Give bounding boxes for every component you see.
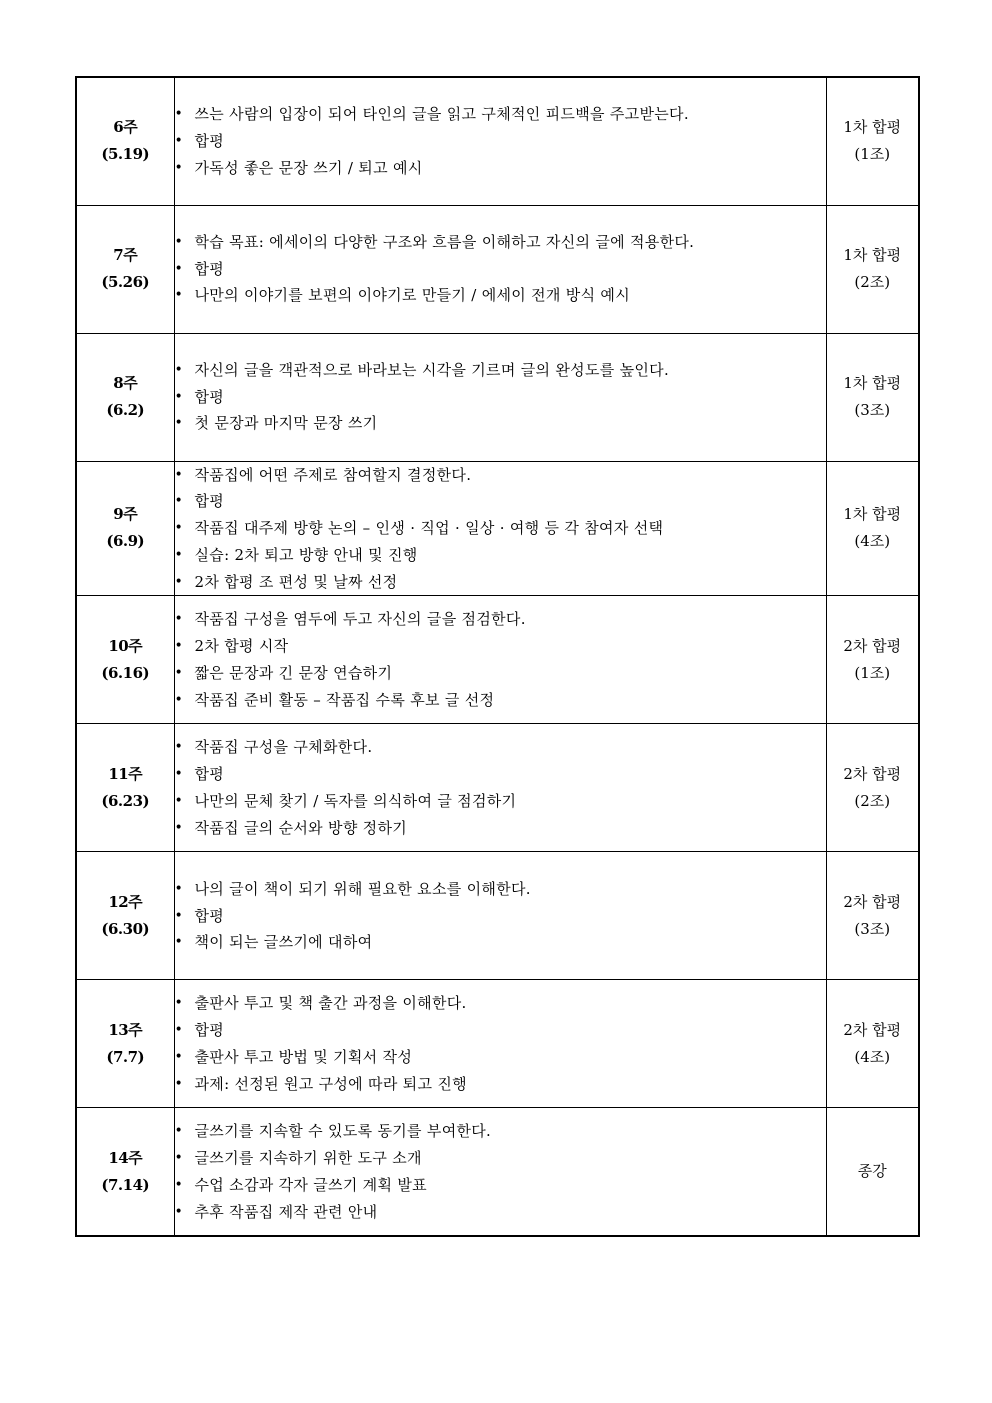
bullet-icon: • xyxy=(174,415,184,432)
bullet-icon: • xyxy=(174,493,184,510)
table-row xyxy=(76,77,919,205)
list-item xyxy=(175,282,826,309)
note-group: (3조) xyxy=(854,919,891,938)
bullet-icon: • xyxy=(174,466,184,483)
note-cell xyxy=(826,596,919,724)
list-item xyxy=(175,569,826,596)
item-text: 자신의 글을 객관적으로 바라보는 시각을 기르며 글의 완성도를 높인다. xyxy=(194,360,670,379)
table-row xyxy=(76,1108,919,1236)
item-text: 글쓰기를 지속하기 위한 도구 소개 xyxy=(194,1148,422,1167)
content-cell xyxy=(174,724,826,852)
item-text: 2차 합평 조 편성 및 날짜 선정 xyxy=(194,572,398,591)
week-cell xyxy=(76,77,174,205)
item-text: 작품집 구성을 염두에 두고 자신의 글을 점검한다. xyxy=(194,610,526,629)
note-cell xyxy=(826,205,919,333)
list-item xyxy=(175,488,826,515)
item-text: 작품집 대주제 방향 논의 – 인생 · 직업 · 일상 · 여행 등 각 참여자 선택 xyxy=(194,519,664,538)
item-text: 합평 xyxy=(194,259,225,278)
content-list xyxy=(175,229,826,309)
week-cell xyxy=(76,596,174,724)
item-text: 첫 문장과 마지막 문장 쓰기 xyxy=(194,414,378,433)
note-cell xyxy=(826,77,919,205)
week-label: 9주 xyxy=(113,505,138,524)
list-item xyxy=(175,761,826,788)
week-date: (6.30) xyxy=(101,919,150,938)
item-text: 글쓰기를 지속할 수 있도록 동기를 부여한다. xyxy=(194,1122,492,1141)
table-row xyxy=(76,852,919,980)
bullet-icon: • xyxy=(174,260,184,277)
note-group: (4조) xyxy=(854,532,891,551)
week-cell xyxy=(76,724,174,852)
week-cell xyxy=(76,461,174,596)
item-text: 출판사 투고 및 책 출간 과정을 이해한다. xyxy=(194,994,467,1013)
bullet-icon: • xyxy=(174,664,184,681)
week-date: (6.23) xyxy=(101,791,150,810)
content-cell xyxy=(174,461,826,596)
item-text: 나만의 문체 찾기 / 독자를 의식하여 글 점검하기 xyxy=(194,791,517,810)
item-text: 책이 되는 글쓰기에 대하여 xyxy=(194,933,373,952)
bullet-icon: • xyxy=(174,638,184,655)
bullet-icon: • xyxy=(174,1022,184,1039)
table-row xyxy=(76,596,919,724)
note-group: (1조) xyxy=(854,145,891,164)
content-list xyxy=(175,734,826,841)
content-list xyxy=(175,1118,826,1225)
note-type: 2차 합평 xyxy=(843,1020,902,1039)
item-text: 합평 xyxy=(194,387,225,406)
table-row xyxy=(76,461,919,596)
bullet-icon: • xyxy=(174,546,184,563)
bullet-icon: • xyxy=(174,1149,184,1166)
bullet-icon: • xyxy=(174,611,184,628)
note-type: 1차 합평 xyxy=(843,374,902,392)
list-item xyxy=(175,660,826,687)
week-cell xyxy=(76,333,174,461)
week-date: (6.16) xyxy=(101,663,150,682)
list-item xyxy=(175,410,826,437)
content-list xyxy=(175,357,826,437)
item-text: 학습 목표: 에세이의 다양한 구조와 흐름을 이해하고 자신의 글에 적용한다. xyxy=(194,232,695,251)
list-item xyxy=(175,1199,826,1226)
list-item xyxy=(175,876,826,903)
note-cell xyxy=(826,852,919,980)
item-text: 2차 합평 시작 xyxy=(194,637,289,656)
list-item xyxy=(175,606,826,633)
table-row xyxy=(76,333,919,461)
note-type: 2차 합평 xyxy=(843,764,902,783)
list-item xyxy=(175,687,826,714)
list-item xyxy=(175,633,826,660)
week-cell xyxy=(76,1108,174,1236)
bullet-icon: • xyxy=(174,233,184,250)
list-item xyxy=(175,1172,826,1199)
note-type: 1차 합평 xyxy=(843,505,902,524)
note-type: 1차 합평 xyxy=(843,118,902,137)
list-item xyxy=(175,357,826,384)
item-text: 작품집에 어떤 주제로 참여할지 결정한다. xyxy=(194,465,472,484)
list-item xyxy=(175,903,826,930)
bullet-icon: • xyxy=(174,739,184,756)
week-cell xyxy=(76,852,174,980)
table-row xyxy=(76,980,919,1108)
item-text: 합평 xyxy=(194,1021,225,1040)
item-text: 쓰는 사람의 입장이 되어 타인의 글을 읽고 구체적인 피드백을 주고받는다. xyxy=(194,105,689,124)
item-text: 합평 xyxy=(194,765,225,784)
note-cell xyxy=(826,333,919,461)
week-date: (6.9) xyxy=(106,532,145,551)
bullet-icon: • xyxy=(174,520,184,537)
note-type: 종강 xyxy=(857,1162,887,1181)
bullet-icon: • xyxy=(174,388,184,405)
week-date: (7.7) xyxy=(106,1047,145,1066)
note-group: (2조) xyxy=(854,273,891,291)
note-group: (2조) xyxy=(854,791,891,810)
note-type: 2차 합평 xyxy=(843,636,902,655)
table-row xyxy=(76,205,919,333)
content-cell xyxy=(174,852,826,980)
content-list xyxy=(175,101,826,181)
list-item xyxy=(175,734,826,761)
bullet-icon: • xyxy=(174,995,184,1012)
item-text: 출판사 투고 방법 및 기획서 작성 xyxy=(194,1047,413,1066)
note-group: (1조) xyxy=(854,663,891,682)
list-item xyxy=(175,155,826,182)
bullet-icon: • xyxy=(174,287,184,304)
list-item xyxy=(175,1145,826,1172)
schedule-table xyxy=(75,76,920,1237)
note-group: (3조) xyxy=(854,401,891,419)
week-date: (5.26) xyxy=(101,273,150,291)
week-label: 7주 xyxy=(113,246,138,264)
schedule-body xyxy=(76,77,919,1236)
week-label: 8주 xyxy=(113,374,138,392)
content-cell xyxy=(174,980,826,1108)
week-label: 12주 xyxy=(108,892,143,911)
note-cell xyxy=(826,980,919,1108)
list-item xyxy=(175,1071,826,1098)
list-item xyxy=(175,815,826,842)
bullet-icon: • xyxy=(174,880,184,897)
bullet-icon: • xyxy=(174,691,184,708)
content-list xyxy=(175,876,826,956)
list-item xyxy=(175,1118,826,1145)
content-cell xyxy=(174,205,826,333)
note-cell xyxy=(826,461,919,596)
content-cell xyxy=(174,1108,826,1236)
bullet-icon: • xyxy=(174,907,184,924)
note-type: 1차 합평 xyxy=(843,246,902,264)
week-label: 13주 xyxy=(108,1020,143,1039)
list-item xyxy=(175,462,826,489)
content-list xyxy=(175,606,826,713)
week-date: (5.19) xyxy=(101,145,150,164)
item-text: 합평 xyxy=(194,131,225,150)
content-list xyxy=(175,990,826,1097)
week-date: (7.14) xyxy=(101,1175,150,1194)
note-cell xyxy=(826,724,919,852)
week-label: 6주 xyxy=(113,118,138,137)
note-group: (4조) xyxy=(854,1047,891,1066)
week-cell xyxy=(76,980,174,1108)
bullet-icon: • xyxy=(174,361,184,378)
week-label: 11주 xyxy=(108,764,143,783)
list-item xyxy=(175,542,826,569)
list-item xyxy=(175,128,826,155)
item-text: 나만의 이야기를 보편의 이야기로 만들기 / 에세이 전개 방식 예시 xyxy=(194,286,631,305)
bullet-icon: • xyxy=(174,766,184,783)
item-text: 합평 xyxy=(194,906,225,925)
list-item xyxy=(175,229,826,256)
list-item xyxy=(175,990,826,1017)
item-text: 수업 소감과 각자 글쓰기 계획 발표 xyxy=(194,1175,427,1194)
bullet-icon: • xyxy=(174,1176,184,1193)
item-text: 작품집 글의 순서와 방향 정하기 xyxy=(194,818,408,837)
list-item xyxy=(175,384,826,411)
note-type: 2차 합평 xyxy=(843,892,902,911)
note-cell xyxy=(826,1108,919,1236)
week-cell xyxy=(76,205,174,333)
item-text: 작품집 구성을 구체화한다. xyxy=(194,738,373,757)
item-text: 실습: 2차 퇴고 방향 안내 및 진행 xyxy=(194,545,418,564)
list-item xyxy=(175,101,826,128)
list-item xyxy=(175,1044,826,1071)
list-item xyxy=(175,788,826,815)
content-cell xyxy=(174,333,826,461)
content-cell xyxy=(174,77,826,205)
bullet-icon: • xyxy=(174,792,184,809)
bullet-icon: • xyxy=(174,934,184,951)
item-text: 작품집 준비 활동 – 작품집 수록 후보 글 선정 xyxy=(194,690,495,709)
bullet-icon: • xyxy=(174,819,184,836)
list-item xyxy=(175,515,826,542)
content-cell xyxy=(174,596,826,724)
bullet-icon: • xyxy=(174,573,184,590)
list-item xyxy=(175,1017,826,1044)
week-label: 10주 xyxy=(108,636,143,655)
item-text: 추후 작품집 제작 관련 안내 xyxy=(194,1202,378,1221)
item-text: 합평 xyxy=(194,492,225,511)
bullet-icon: • xyxy=(174,1203,184,1220)
item-text: 나의 글이 책이 되기 위해 필요한 요소를 이해한다. xyxy=(194,879,531,898)
item-text: 가독성 좋은 문장 쓰기 / 퇴고 예시 xyxy=(194,158,423,177)
bullet-icon: • xyxy=(174,1123,184,1140)
list-item xyxy=(175,929,826,956)
week-date: (6.2) xyxy=(106,401,145,419)
bullet-icon: • xyxy=(174,1075,184,1092)
item-text: 짧은 문장과 긴 문장 연습하기 xyxy=(194,663,393,682)
table-row xyxy=(76,724,919,852)
bullet-icon: • xyxy=(174,159,184,176)
list-item xyxy=(175,256,826,283)
bullet-icon: • xyxy=(174,106,184,123)
item-text: 과제: 선정된 원고 구성에 따라 퇴고 진행 xyxy=(194,1074,467,1093)
bullet-icon: • xyxy=(174,1048,184,1065)
week-label: 14주 xyxy=(108,1148,143,1167)
content-list xyxy=(175,462,826,596)
bullet-icon: • xyxy=(174,132,184,149)
